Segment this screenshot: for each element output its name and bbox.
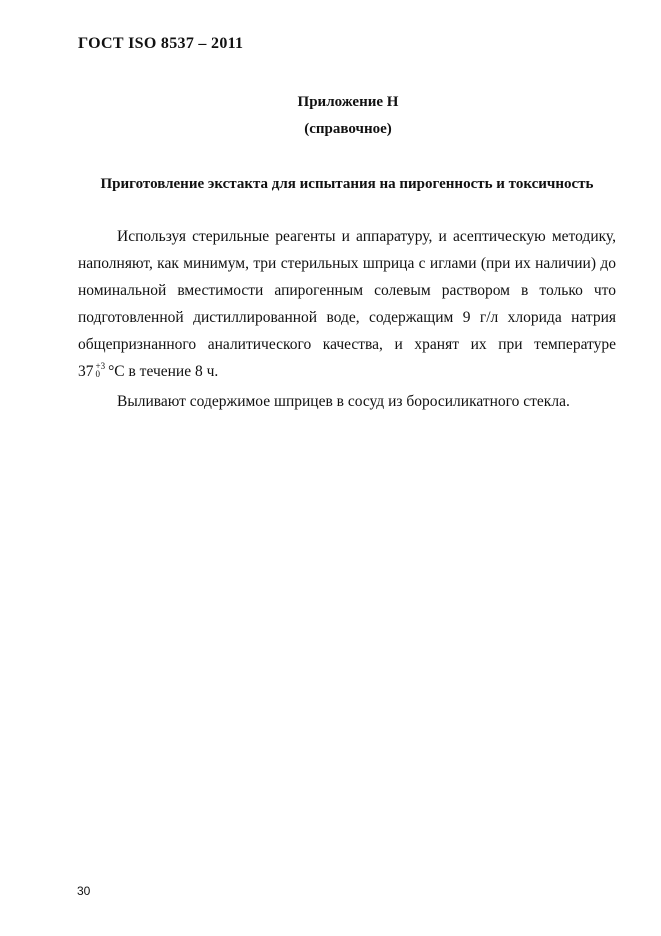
- document-code-header: ГОСТ ISO 8537 – 2011: [78, 35, 244, 52]
- temperature-value: 37: [78, 363, 94, 380]
- paragraph-line: номинальной вместимости апирогенным солевым раствором в только что: [78, 282, 616, 299]
- paragraph-line: [78, 363, 616, 381]
- paragraph-line: наполняют, как минимум, три стерильных шприца с иглами (при их наличии) до: [78, 255, 616, 272]
- appendix-type: (справочное): [304, 121, 392, 137]
- paragraph-line: Используя стерильные реагенты и аппаратуру, и асептическую методику,: [117, 228, 616, 245]
- tolerance-plus: +3: [95, 361, 106, 372]
- temperature-tail: °C в течение 8 ч.: [108, 363, 219, 380]
- section-title: Приготовление экстакта для испытания на пирогенность и токсичность: [100, 176, 594, 192]
- page-number: 30: [77, 884, 91, 898]
- paragraph-2: Выливают содержимое шприцев в сосуд из боросиликатного стекла.: [117, 393, 570, 410]
- paragraph-line: общепризнанного аналитического качества, и хранят их при температуре: [78, 336, 616, 353]
- temperature-tolerance: [96, 362, 106, 378]
- appendix-title: Приложение Н: [297, 94, 399, 110]
- paragraph-line: подготовленной дистиллированной воде, содержащим 9 г/л хлорида натрия: [78, 309, 616, 326]
- tolerance-minus: 0: [95, 369, 100, 380]
